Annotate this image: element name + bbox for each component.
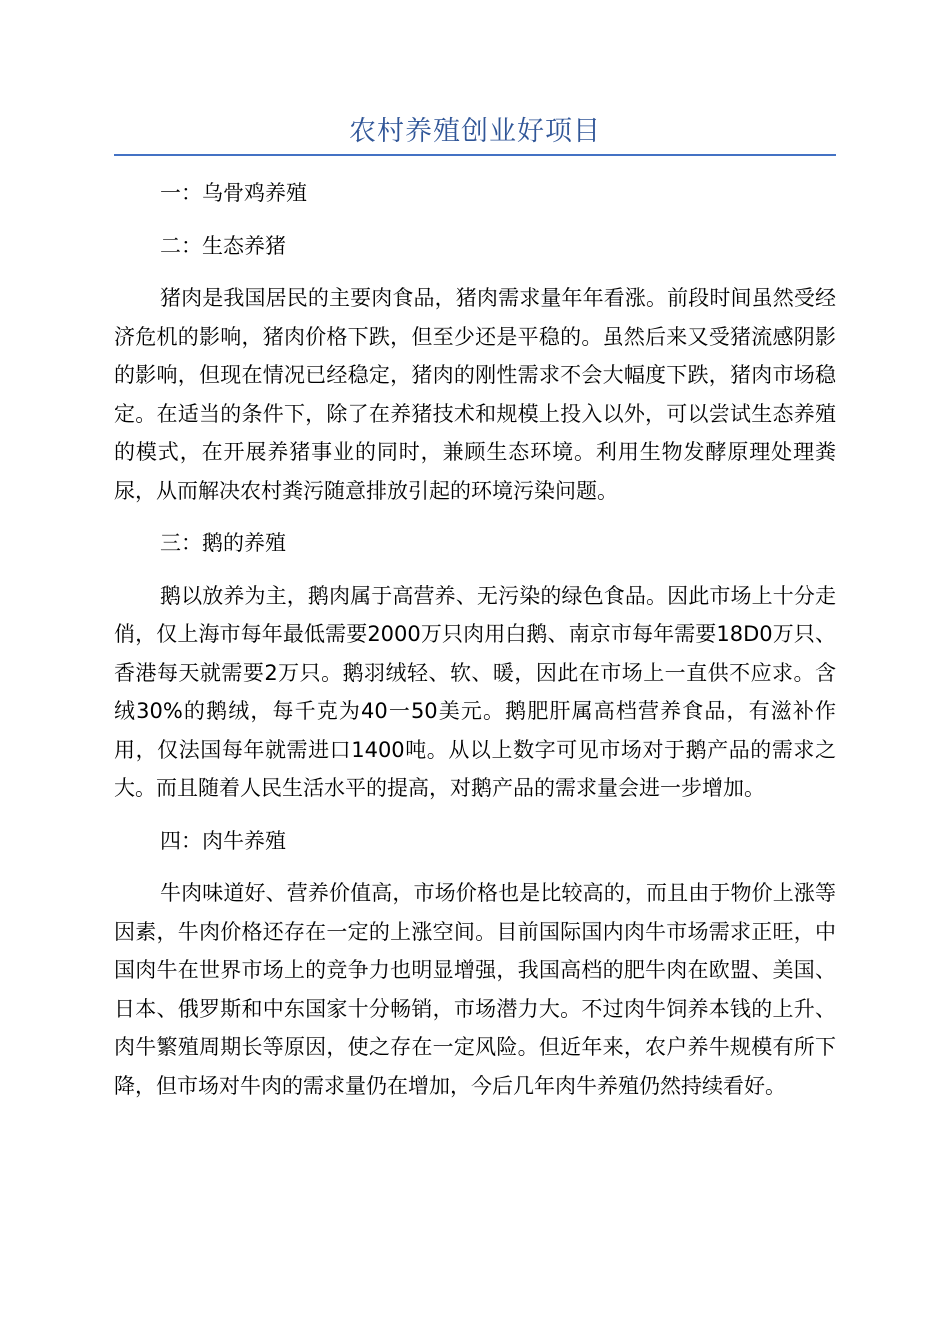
- title-underline: [114, 154, 836, 156]
- document-title: 农村养殖创业好项目: [349, 116, 601, 147]
- section-heading-4: 四：肉牛养殖: [160, 828, 286, 853]
- section-heading-2: 二：生态养猪: [160, 233, 286, 258]
- section-heading-1: 一：乌骨鸡养殖: [160, 181, 307, 205]
- section-paragraph-2: 猪肉是我国居民的主要肉食品，猪肉需求量年年看涨。前段时间虽然受经济危机的影响，猪肉价格下跌，但至少还是平稳的。虽然后来又受猪流感阴影的影响，但现在情况已经稳定，猪肉的刚性需求不会大幅度下跌，猪肉市场稳定。在适当的条件下，除了在养猪技术和规模上投入以外，可以尝试生态养殖的模式，在开展养猪事业的同时，兼顾生态环境。利用生物发酵原理处理粪尿，从而解决农村粪污随意排放引起的环境污染问题。: [114, 286, 836, 503]
- document-body: [114, 174, 836, 1119]
- section-heading-3: 三：鹅的养殖: [160, 531, 286, 555]
- section-paragraph-4: 牛肉味道好、营养价值高，市场价格也是比较高的，而且由于物价上涨等因素，牛肉价格还存在一定的上涨空间。目前国际国内肉牛市场需求正旺，中国肉牛在世界市场上的竞争力也明显增强，我国高档的肥牛肉在欧盟、美国、日本、俄罗斯和中东国家十分畅销，市场潜力大。不过肉牛饲养本钱的上升、肉牛繁殖周期长等原因，使之存在一定风险。但近年来，农户养牛规模有所下降，但市场对牛肉的需求量仍在增加，今后几年肉牛养殖仍然持续看好。: [114, 881, 836, 1098]
- section-paragraph-3: 鹅以放养为主，鹅肉属于高营养、无污染的绿色食品。因此市场上十分走俏，仅上海市每年最低需要2000万只肉用白鹅、南京市每年需要18D0万只、香港每天就需要2万只。鹅羽绒轻、软、暖，因此在市场上一直供不应求。含绒30%的鹅绒，每千克为40一50美元。鹅肥肝属高档营养食品，有滋补作用，仅法国每年就需进口1400吨。从以上数字可见市场对于鹅产品的需求之大。而且随着人民生活水平的提高，对鹅产品的需求量会进一步增加。: [114, 583, 836, 800]
